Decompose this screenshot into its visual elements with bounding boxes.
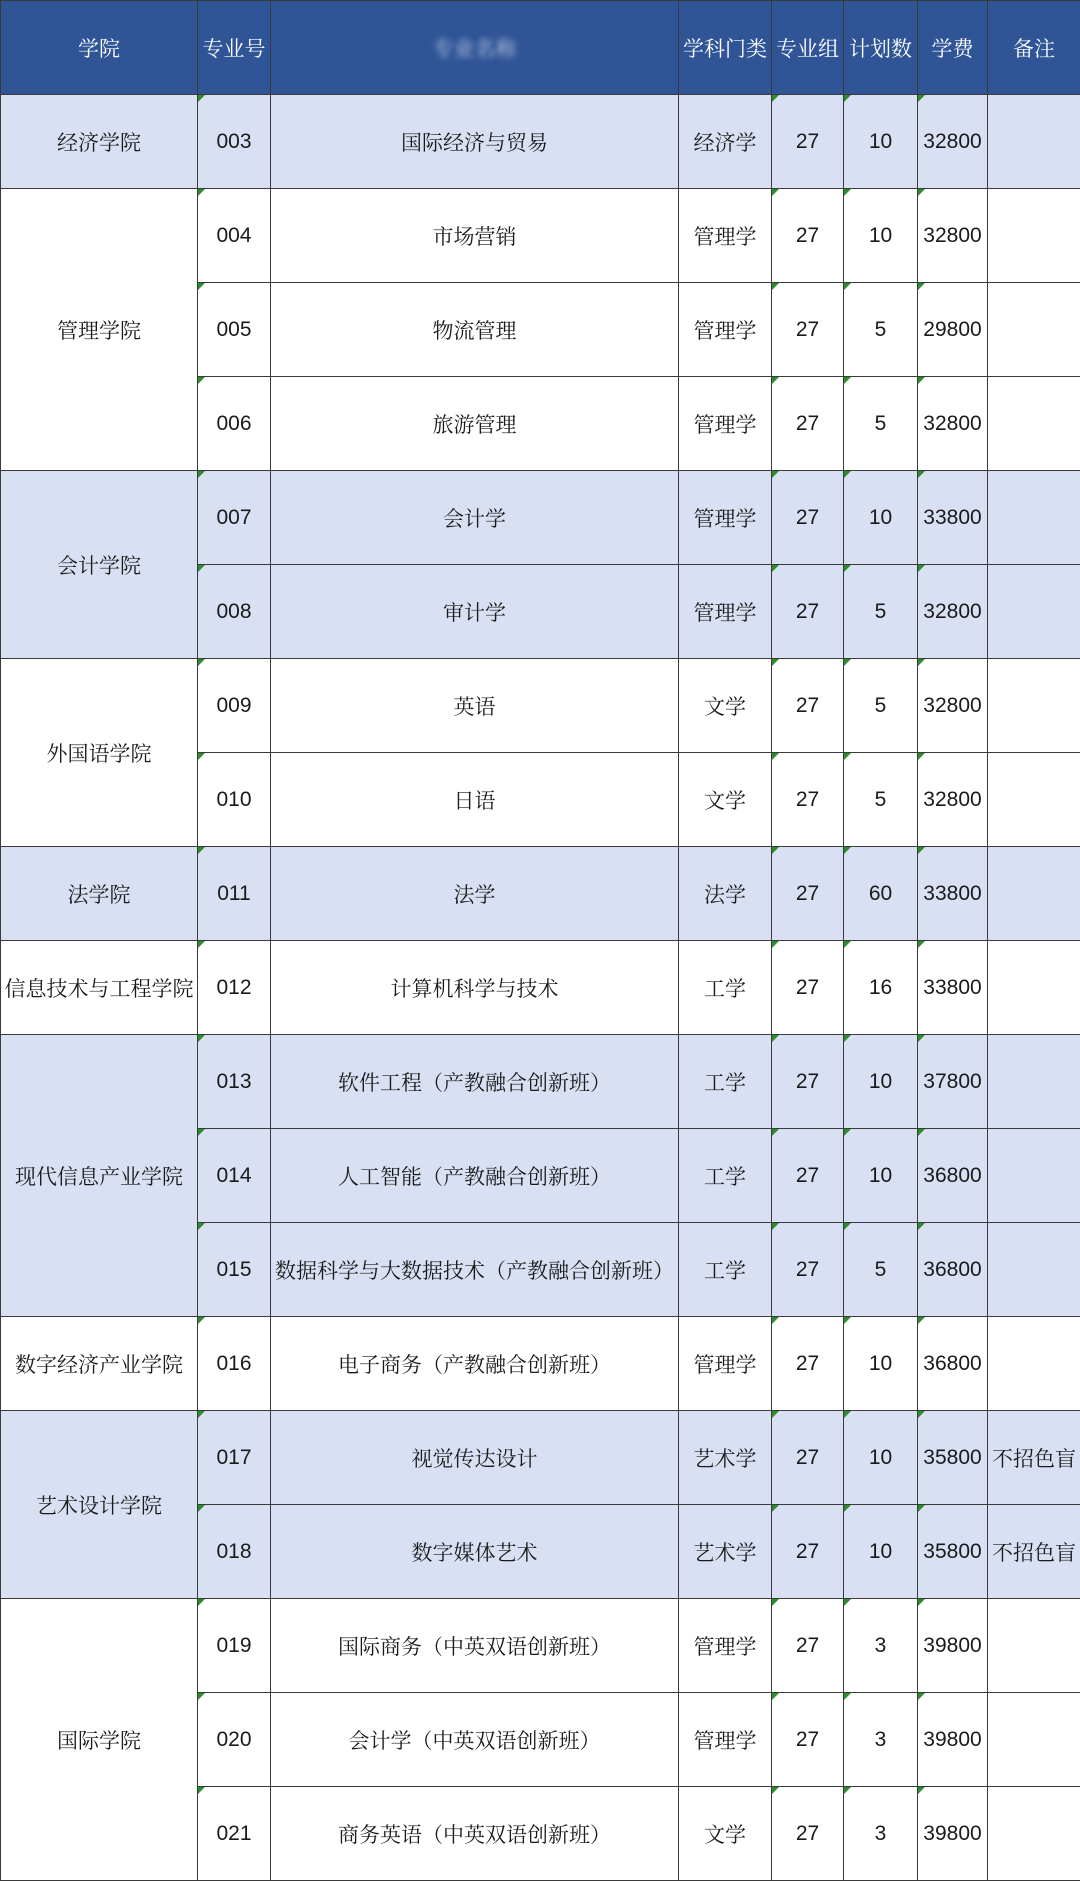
group-cell: 27 xyxy=(772,1035,844,1129)
code-cell: 004 xyxy=(198,189,271,283)
note-cell xyxy=(988,753,1080,847)
group-cell: 27 xyxy=(772,1223,844,1317)
group-cell: 27 xyxy=(772,847,844,941)
category-cell: 艺术学 xyxy=(679,1411,772,1505)
fee-cell: 36800 xyxy=(918,1129,988,1223)
major-cell: 视觉传达设计 xyxy=(271,1411,679,1505)
note-cell xyxy=(988,659,1080,753)
major-cell: 会计学 xyxy=(271,471,679,565)
header-code: 专业号 xyxy=(198,1,271,95)
plan-cell: 60 xyxy=(844,847,918,941)
table-row xyxy=(1,659,1080,753)
plan-cell: 3 xyxy=(844,1787,918,1881)
group-cell: 27 xyxy=(772,1599,844,1693)
fee-cell: 36800 xyxy=(918,1223,988,1317)
fee-cell: 39800 xyxy=(918,1693,988,1787)
note-cell xyxy=(988,189,1080,283)
fee-cell: 32800 xyxy=(918,753,988,847)
fee-cell: 39800 xyxy=(918,1787,988,1881)
plan-cell: 5 xyxy=(844,283,918,377)
table-row xyxy=(1,941,1080,1035)
group-cell: 27 xyxy=(772,1411,844,1505)
category-cell: 管理学 xyxy=(679,189,772,283)
table-row xyxy=(1,1035,1080,1129)
note-cell xyxy=(988,1787,1080,1881)
category-cell: 管理学 xyxy=(679,1317,772,1411)
major-cell: 国际商务（中英双语创新班） xyxy=(271,1599,679,1693)
fee-cell: 37800 xyxy=(918,1035,988,1129)
header-category: 学科门类 xyxy=(679,1,772,95)
table-body xyxy=(1,95,1080,1881)
plan-cell: 10 xyxy=(844,1505,918,1599)
code-cell: 005 xyxy=(198,283,271,377)
code-cell: 014 xyxy=(198,1129,271,1223)
group-cell: 27 xyxy=(772,1317,844,1411)
category-cell: 文学 xyxy=(679,1787,772,1881)
note-cell xyxy=(988,565,1080,659)
fee-cell: 32800 xyxy=(918,565,988,659)
plan-cell: 3 xyxy=(844,1599,918,1693)
group-cell: 27 xyxy=(772,565,844,659)
major-cell: 日语 xyxy=(271,753,679,847)
header-college: 学院 xyxy=(1,1,198,95)
major-cell: 英语 xyxy=(271,659,679,753)
group-cell: 27 xyxy=(772,471,844,565)
code-cell: 019 xyxy=(198,1599,271,1693)
table-row xyxy=(1,1317,1080,1411)
plan-cell: 10 xyxy=(844,95,918,189)
code-cell: 009 xyxy=(198,659,271,753)
major-cell: 电子商务（产教融合创新班） xyxy=(271,1317,679,1411)
major-cell: 法学 xyxy=(271,847,679,941)
table-row xyxy=(1,95,1080,189)
major-cell: 物流管理 xyxy=(271,283,679,377)
header-fee: 学费 xyxy=(918,1,988,95)
code-cell: 020 xyxy=(198,1693,271,1787)
college-cell: 外国语学院 xyxy=(1,659,198,847)
major-cell: 会计学（中英双语创新班） xyxy=(271,1693,679,1787)
plan-cell: 10 xyxy=(844,189,918,283)
major-cell: 市场营销 xyxy=(271,189,679,283)
code-cell: 017 xyxy=(198,1411,271,1505)
college-cell: 数字经济产业学院 xyxy=(1,1317,198,1411)
plan-cell: 5 xyxy=(844,659,918,753)
fee-cell: 32800 xyxy=(918,377,988,471)
fee-cell: 36800 xyxy=(918,1317,988,1411)
major-cell: 国际经济与贸易 xyxy=(271,95,679,189)
header-note: 备注 xyxy=(988,1,1080,95)
category-cell: 管理学 xyxy=(679,1693,772,1787)
fee-cell: 35800 xyxy=(918,1505,988,1599)
note-cell xyxy=(988,941,1080,1035)
plan-cell: 10 xyxy=(844,1035,918,1129)
table-row xyxy=(1,1599,1080,1693)
group-cell: 27 xyxy=(772,659,844,753)
plan-cell: 3 xyxy=(844,1693,918,1787)
code-cell: 021 xyxy=(198,1787,271,1881)
header-major xyxy=(271,1,679,95)
category-cell: 工学 xyxy=(679,1223,772,1317)
plan-cell: 5 xyxy=(844,565,918,659)
note-cell: 不招色盲 xyxy=(988,1411,1080,1505)
fee-cell: 32800 xyxy=(918,659,988,753)
fee-cell: 35800 xyxy=(918,1411,988,1505)
fee-cell: 33800 xyxy=(918,847,988,941)
header-major-label: 专业名称 xyxy=(433,37,517,61)
college-cell: 现代信息产业学院 xyxy=(1,1035,198,1317)
category-cell: 文学 xyxy=(679,659,772,753)
plan-cell: 5 xyxy=(844,1223,918,1317)
category-cell: 艺术学 xyxy=(679,1505,772,1599)
plan-cell: 10 xyxy=(844,1411,918,1505)
note-cell xyxy=(988,847,1080,941)
header-plan: 计划数 xyxy=(844,1,918,95)
code-cell: 008 xyxy=(198,565,271,659)
fee-cell: 33800 xyxy=(918,471,988,565)
college-cell: 法学院 xyxy=(1,847,198,941)
college-cell: 会计学院 xyxy=(1,471,198,659)
category-cell: 文学 xyxy=(679,753,772,847)
note-cell xyxy=(988,1599,1080,1693)
plan-cell: 10 xyxy=(844,1129,918,1223)
category-cell: 法学 xyxy=(679,847,772,941)
group-cell: 27 xyxy=(772,95,844,189)
group-cell: 27 xyxy=(772,283,844,377)
header-row xyxy=(1,1,1080,95)
category-cell: 经济学 xyxy=(679,95,772,189)
plan-cell: 5 xyxy=(844,377,918,471)
note-cell xyxy=(988,1317,1080,1411)
table-row xyxy=(1,189,1080,283)
college-cell: 经济学院 xyxy=(1,95,198,189)
major-cell: 审计学 xyxy=(271,565,679,659)
college-cell: 艺术设计学院 xyxy=(1,1411,198,1599)
fee-cell: 39800 xyxy=(918,1599,988,1693)
category-cell: 管理学 xyxy=(679,1599,772,1693)
plan-cell: 5 xyxy=(844,753,918,847)
code-cell: 010 xyxy=(198,753,271,847)
major-cell: 数据科学与大数据技术（产教融合创新班） xyxy=(271,1223,679,1317)
major-cell: 软件工程（产教融合创新班） xyxy=(271,1035,679,1129)
code-cell: 015 xyxy=(198,1223,271,1317)
table-row xyxy=(1,847,1080,941)
group-cell: 27 xyxy=(772,941,844,1035)
group-cell: 27 xyxy=(772,377,844,471)
fee-cell: 29800 xyxy=(918,283,988,377)
major-cell: 数字媒体艺术 xyxy=(271,1505,679,1599)
note-cell xyxy=(988,1129,1080,1223)
category-cell: 管理学 xyxy=(679,565,772,659)
college-cell: 国际学院 xyxy=(1,1599,198,1881)
category-cell: 管理学 xyxy=(679,471,772,565)
plan-cell: 10 xyxy=(844,1317,918,1411)
code-cell: 012 xyxy=(198,941,271,1035)
major-cell: 商务英语（中英双语创新班） xyxy=(271,1787,679,1881)
plan-cell: 10 xyxy=(844,471,918,565)
college-cell: 管理学院 xyxy=(1,189,198,471)
group-cell: 27 xyxy=(772,1505,844,1599)
note-cell xyxy=(988,377,1080,471)
note-cell xyxy=(988,471,1080,565)
table-row xyxy=(1,471,1080,565)
group-cell: 27 xyxy=(772,1787,844,1881)
major-cell: 计算机科学与技术 xyxy=(271,941,679,1035)
college-cell: 信息技术与工程学院 xyxy=(1,941,198,1035)
note-cell: 不招色盲 xyxy=(988,1505,1080,1599)
major-cell: 人工智能（产教融合创新班） xyxy=(271,1129,679,1223)
note-cell xyxy=(988,1223,1080,1317)
group-cell: 27 xyxy=(772,753,844,847)
code-cell: 011 xyxy=(198,847,271,941)
code-cell: 018 xyxy=(198,1505,271,1599)
header-group: 专业组 xyxy=(772,1,844,95)
group-cell: 27 xyxy=(772,1693,844,1787)
major-cell: 旅游管理 xyxy=(271,377,679,471)
category-cell: 管理学 xyxy=(679,377,772,471)
code-cell: 007 xyxy=(198,471,271,565)
code-cell: 016 xyxy=(198,1317,271,1411)
category-cell: 工学 xyxy=(679,1129,772,1223)
table-row xyxy=(1,1411,1080,1505)
fee-cell: 32800 xyxy=(918,189,988,283)
code-cell: 013 xyxy=(198,1035,271,1129)
group-cell: 27 xyxy=(772,189,844,283)
code-cell: 006 xyxy=(198,377,271,471)
code-cell: 003 xyxy=(198,95,271,189)
plan-cell: 16 xyxy=(844,941,918,1035)
category-cell: 工学 xyxy=(679,941,772,1035)
fee-cell: 33800 xyxy=(918,941,988,1035)
note-cell xyxy=(988,1035,1080,1129)
category-cell: 管理学 xyxy=(679,283,772,377)
note-cell xyxy=(988,283,1080,377)
note-cell xyxy=(988,1693,1080,1787)
category-cell: 工学 xyxy=(679,1035,772,1129)
group-cell: 27 xyxy=(772,1129,844,1223)
fee-cell: 32800 xyxy=(918,95,988,189)
note-cell xyxy=(988,95,1080,189)
